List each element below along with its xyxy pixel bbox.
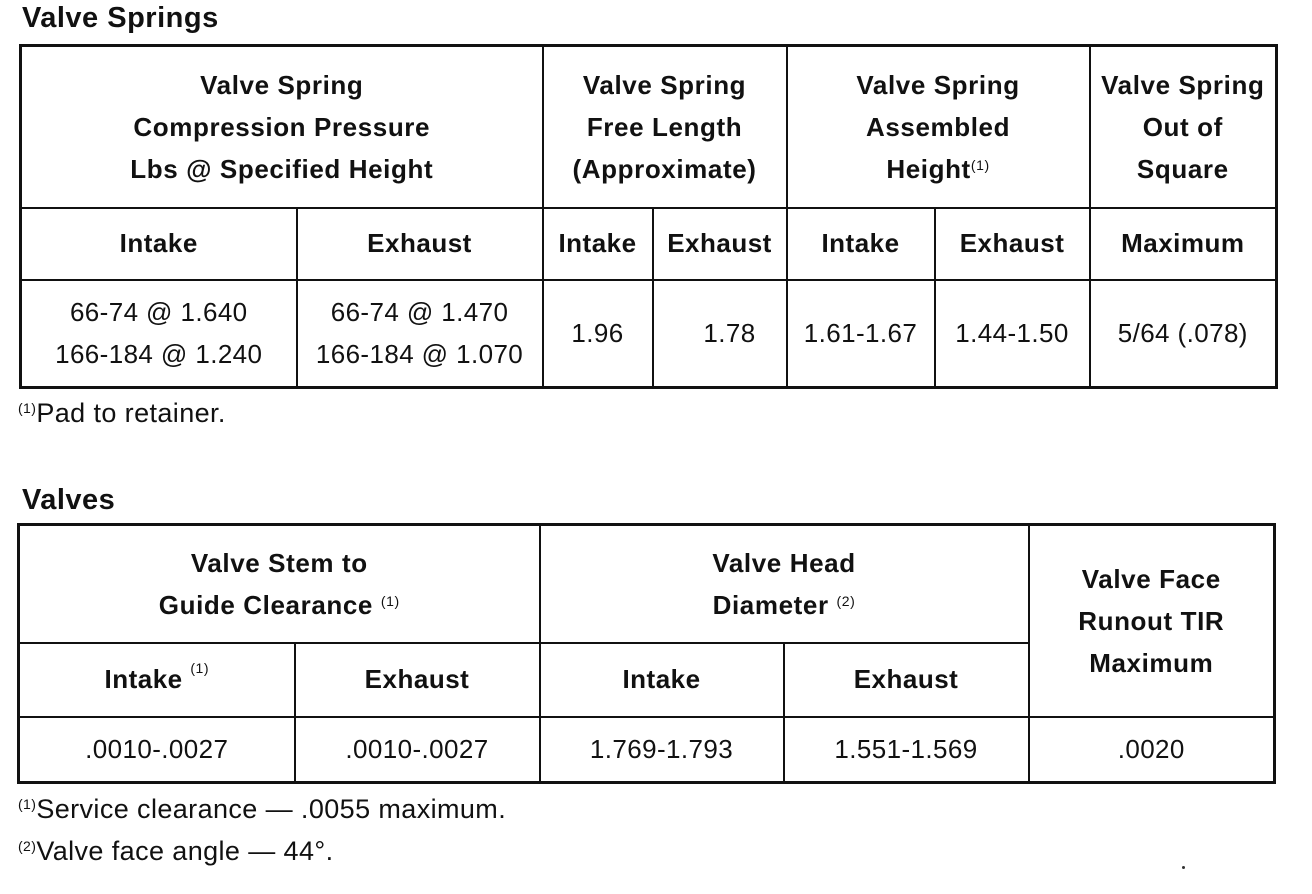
header-head-diameter: Valve Head Diameter $^{(2)}$ <box>540 525 1029 643</box>
subheader-stem-exhaust: Exhaust <box>295 643 540 717</box>
cell-stem-exhaust: .0010-.0027 <box>295 717 540 783</box>
cell-free-exhaust: 1.78 <box>653 280 787 388</box>
valves-header-row <box>19 525 1275 643</box>
spring-header-row <box>21 46 1277 208</box>
valves-table <box>17 523 1276 784</box>
subheader-assembled-intake: Intake <box>787 208 935 280</box>
valves-title: Valves <box>22 484 116 516</box>
header-compression-pressure: Valve Spring Compression Pressure Lbs @ Specified Height <box>21 46 543 208</box>
subheader-head-intake: Intake <box>540 643 784 717</box>
subheader-comp-intake: Intake <box>21 208 297 280</box>
cell-assembled-intake: 1.61-1.67 <box>787 280 935 388</box>
valve-springs-table <box>19 44 1278 389</box>
footnote-ref: (1) <box>970 156 990 173</box>
cell-comp-exhaust: 66-74 @ 1.470 166-184 @ 1.070 <box>297 280 543 388</box>
cell-head-intake: 1.769-1.793 <box>540 717 784 783</box>
valves-footnote-2: $^{(2)}$Valve face angle — 44°. <box>18 836 334 866</box>
header-assembled-height: Valve Spring Assembled Height$^{(1)}$ <box>787 46 1090 208</box>
subheader-head-exhaust: Exhaust <box>784 643 1029 717</box>
valves-footnote-1: $^{(1)}$Service clearance — .0055 maximum. <box>18 794 507 824</box>
valve-springs-title: Valve Springs <box>22 2 219 34</box>
scan-speck <box>1182 866 1185 869</box>
cell-assembled-exhaust: 1.44-1.50 <box>935 280 1090 388</box>
header-free-length: Valve Spring Free Length (Approximate) <box>543 46 787 208</box>
valves-data-row <box>19 717 1275 783</box>
cell-head-exhaust: 1.551-1.569 <box>784 717 1029 783</box>
footnote-ref: (2) <box>836 592 856 609</box>
header-out-of-square: Valve Spring Out of Square <box>1090 46 1277 208</box>
header-face-runout: Valve Face Runout TIR Maximum <box>1029 525 1275 717</box>
header-stem-clearance: Valve Stem to Guide Clearance $^{(1)}$ <box>19 525 540 643</box>
cell-face-runout: .0020 <box>1029 717 1275 783</box>
subheader-free-intake: Intake <box>543 208 653 280</box>
subheader-stem-intake: Intake $^{(1)}$ <box>19 643 295 717</box>
cell-stem-intake: .0010-.0027 <box>19 717 295 783</box>
spring-subheader-row <box>21 208 1277 280</box>
subheader-out-of-square-max: Maximum <box>1090 208 1277 280</box>
cell-free-intake: 1.96 <box>543 280 653 388</box>
footnote-ref: (1) <box>380 592 400 609</box>
subheader-comp-exhaust: Exhaust <box>297 208 543 280</box>
subheader-free-exhaust: Exhaust <box>653 208 787 280</box>
cell-comp-intake: 66-74 @ 1.640 166-184 @ 1.240 <box>21 280 297 388</box>
cell-out-of-square: 5/64 (.078) <box>1090 280 1277 388</box>
spring-footnote: $^{(1)}$Pad to retainer. <box>18 398 226 428</box>
spring-data-row <box>21 280 1277 388</box>
subheader-assembled-exhaust: Exhaust <box>935 208 1090 280</box>
